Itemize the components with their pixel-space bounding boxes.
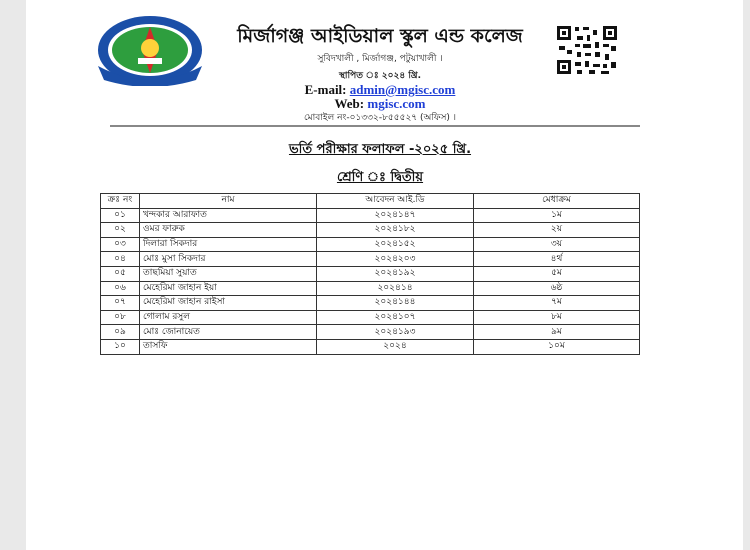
cell-serial: ০৯ [101, 325, 140, 340]
cell-application-id: ২০২৪২০৩ [317, 252, 474, 267]
web-link[interactable]: mgisc.com [367, 96, 426, 111]
header-serial: ক্রঃ নং [101, 194, 140, 209]
cell-name: গোলাম রসুল [140, 310, 317, 325]
cell-serial: ১০ [101, 339, 140, 354]
cell-serial: ০৭ [101, 296, 140, 311]
email-link[interactable]: admin@mgisc.com [349, 82, 456, 97]
cell-application-id: ২০২৪১৮২ [317, 223, 474, 238]
cell-name: তাছমিয়া সুয়াত [140, 266, 317, 281]
cell-name: খন্দকার আরাফাত [140, 208, 317, 223]
header-merit: মেধাক্রম [474, 194, 640, 209]
table-row [101, 296, 640, 311]
results-table [100, 193, 640, 355]
school-name: মির্জাগঞ্জ আইডিয়াল স্কুল এন্ড কলেজ [237, 25, 523, 47]
cell-name: ওমর ফারুক [140, 223, 317, 238]
cell-merit: ৩য় [474, 237, 640, 252]
table-row [101, 310, 640, 325]
header-divider [110, 125, 640, 127]
cell-merit: ৪র্থ [474, 252, 640, 267]
cell-application-id: ২০২৪১৪ [317, 281, 474, 296]
class-title: শ্রেণি ঃ দ্বিতীয় [336, 170, 424, 185]
header-application-id: আবেদন আই.ডি [317, 194, 474, 209]
cell-serial: ০৬ [101, 281, 140, 296]
cell-merit: ৮ম [474, 310, 640, 325]
web-label: Web: [334, 96, 368, 111]
mobile-number: মোবাইল নং-০১৩৩২-৮৫৫৫২৭ (অফিস) । [303, 113, 457, 123]
cell-merit: ৬ষ্ঠ [474, 281, 640, 296]
table-row [101, 339, 640, 354]
cell-name: মেহেরিমা জাহান রাইসা [140, 296, 317, 311]
cell-merit: ১ম [474, 208, 640, 223]
cell-serial: ০৩ [101, 237, 140, 252]
result-title: ভর্তি পরীক্ষার ফলাফল -২০২৫ খ্রি. [288, 142, 472, 157]
cell-application-id: ২০২৪১৪৭ [317, 208, 474, 223]
cell-application-id: ২০২৪ [317, 339, 474, 354]
cell-application-id: ২০২৪১৫২ [317, 237, 474, 252]
table-header-row [101, 194, 640, 209]
table-row [101, 237, 640, 252]
cell-application-id: ২০২৪১০৭ [317, 310, 474, 325]
table-row [101, 281, 640, 296]
cell-merit: ৭ম [474, 296, 640, 311]
cell-serial: ০১ [101, 208, 140, 223]
header-name: নাম [140, 194, 317, 209]
cell-application-id: ২০২৪১৯৩ [317, 325, 474, 340]
cell-application-id: ২০২৪১৯২ [317, 266, 474, 281]
cell-name: দিলারা সিকদার [140, 237, 317, 252]
cell-name: মোঃ জোনায়েত [140, 325, 317, 340]
table-row [101, 223, 640, 238]
cell-merit: ৯ম [474, 325, 640, 340]
cell-serial: ০৮ [101, 310, 140, 325]
cell-application-id: ২০২৪১৪৪ [317, 296, 474, 311]
cell-serial: ০৫ [101, 266, 140, 281]
table-row [101, 266, 640, 281]
established-date: স্থাপিত ঃ ২০২৪ খ্রি. [338, 71, 422, 81]
cell-name: মোঃ মুসা সিকদার [140, 252, 317, 267]
cell-serial: ০৪ [101, 252, 140, 267]
cell-merit: ২য় [474, 223, 640, 238]
cell-serial: ০২ [101, 223, 140, 238]
cell-merit: ১০ম [474, 339, 640, 354]
cell-merit: ৫ম [474, 266, 640, 281]
school-address: সুবিদখালী , মির্জাগঞ্জ, পটুয়াখালী । [317, 54, 443, 64]
table-row [101, 325, 640, 340]
cell-name: মেহেরিমা জাহান ইয়া [140, 281, 317, 296]
table-row [101, 208, 640, 223]
cell-name: তাসফি [140, 339, 317, 354]
table-row [101, 252, 640, 267]
school-logo [96, 14, 204, 86]
qr-code [555, 24, 619, 76]
email-label: E-mail: [304, 82, 350, 97]
